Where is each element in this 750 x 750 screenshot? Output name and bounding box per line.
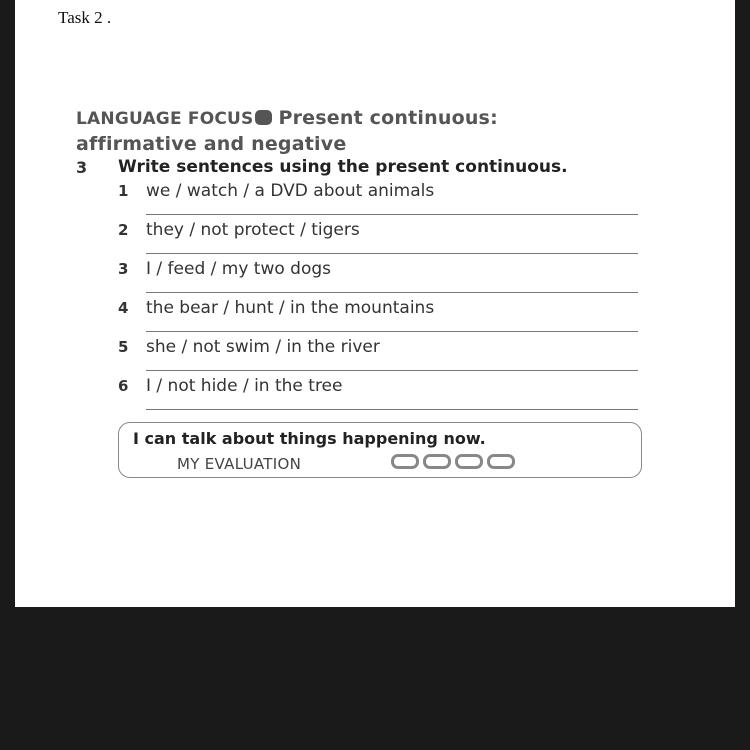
exercise-item-2	[118, 221, 638, 260]
answer-line[interactable]	[146, 253, 638, 254]
evaluation-rating-boxes	[391, 454, 515, 469]
answer-line[interactable]	[146, 370, 638, 371]
answer-line[interactable]	[146, 409, 638, 410]
my-evaluation-label: MY EVALUATION	[177, 455, 302, 473]
rating-box-4[interactable]	[487, 454, 515, 469]
heading-topic: Present continuous:	[278, 107, 498, 129]
exercise-instruction: Write sentences using the present continuous.	[118, 157, 568, 177]
exercise-item-3	[118, 260, 638, 299]
item-prompt: the bear / hunt / in the mountains	[146, 298, 435, 318]
item-number: 2	[118, 221, 129, 239]
item-prompt: she / not swim / in the river	[146, 337, 380, 357]
can-do-statement: I can talk about things happening now.	[133, 429, 486, 448]
rating-box-1[interactable]	[391, 454, 419, 469]
item-number: 4	[118, 299, 129, 317]
answer-line[interactable]	[146, 292, 638, 293]
language-focus-label: LANGUAGE FOCUS	[76, 109, 254, 129]
exercise-number: 3	[76, 158, 88, 177]
answer-line[interactable]	[146, 331, 638, 332]
item-number: 3	[118, 260, 129, 278]
self-evaluation-box	[118, 422, 642, 478]
exercise-item-1	[118, 182, 638, 221]
worksheet-page	[15, 0, 735, 607]
item-prompt: we / watch / a DVD about animals	[146, 181, 435, 201]
bullet-square-icon	[255, 110, 272, 125]
answer-line[interactable]	[146, 214, 638, 215]
exercise-item-4	[118, 299, 638, 338]
task-title: Task 2 .	[58, 8, 112, 27]
rating-box-2[interactable]	[423, 454, 451, 469]
language-focus-heading	[76, 106, 498, 157]
exercise-item-5	[118, 338, 638, 377]
exercise-item-6	[118, 377, 638, 416]
item-prompt: I / feed / my two dogs	[146, 259, 332, 279]
item-number: 1	[118, 182, 129, 200]
rating-box-3[interactable]	[455, 454, 483, 469]
heading-subtopic: affirmative and negative	[76, 133, 347, 155]
item-prompt: they / not protect / tigers	[146, 220, 360, 240]
item-number: 6	[118, 377, 129, 395]
item-number: 5	[118, 338, 129, 356]
item-prompt: I / not hide / in the tree	[146, 376, 343, 396]
